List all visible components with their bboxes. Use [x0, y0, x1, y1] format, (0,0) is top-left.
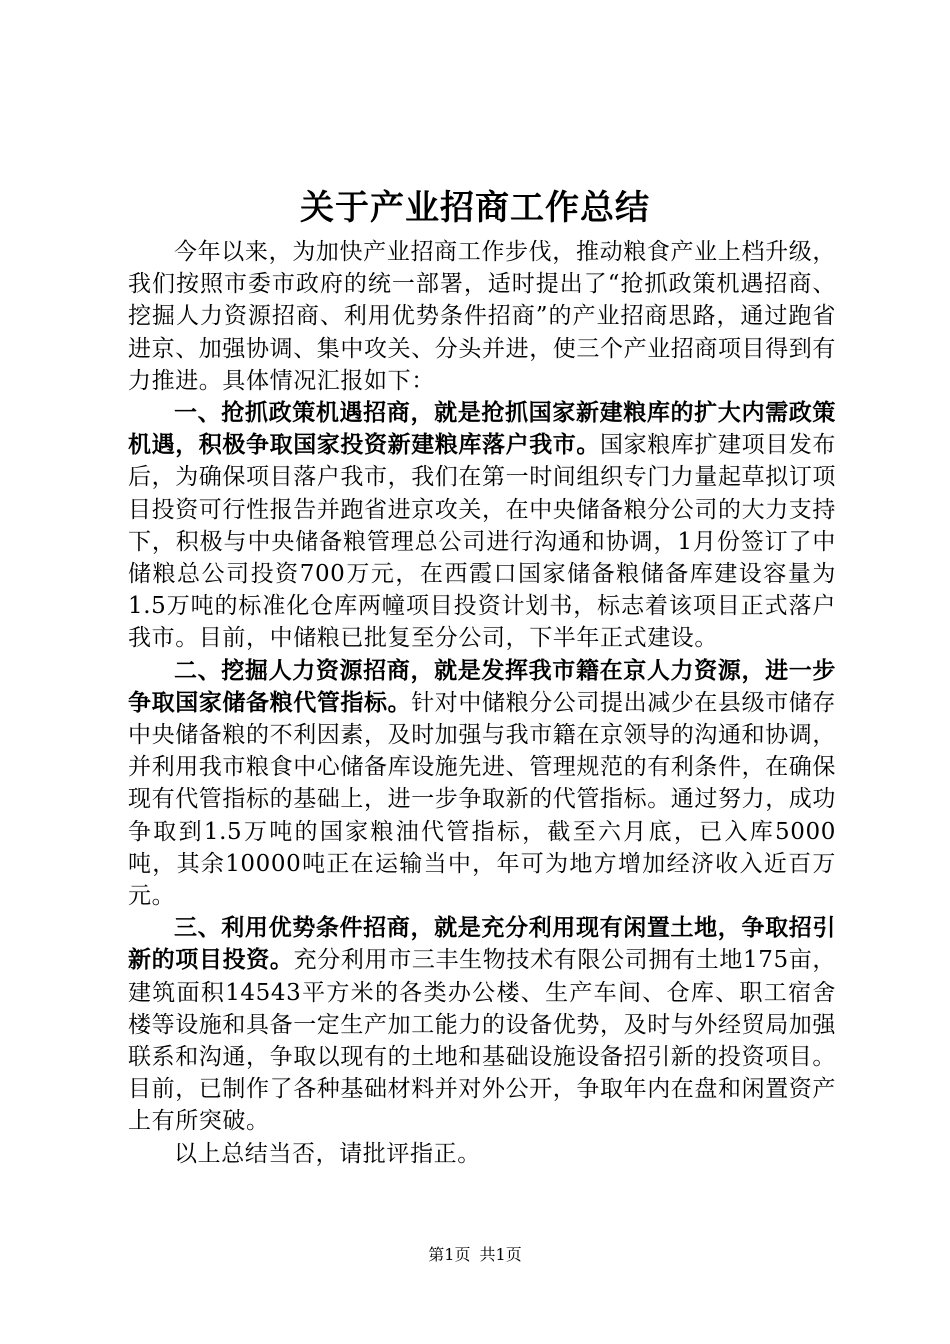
paragraph-section-2	[128, 655, 836, 913]
paragraph-lead: 一、抢抓政策机遇招商，就是抢抓国家新建粮库的扩大内需政策机遇，积极争取国家投资新建粮库落户我市。	[128, 399, 836, 459]
page-number: 第1页	[428, 1245, 471, 1264]
page-title: 关于产业招商工作总结	[300, 188, 650, 228]
paragraph-text: 针对中储粮分公司提出减少在县级市储存中央储备粮的不利因素，及时加强与我市籍在京领导的沟通和协调，并利用我市粮食中心储备库设施先进、管理规范的有利条件，在确保现有代管指标的基础上，进一步争取新的代管指标。通过努力，成功争取到1.5万吨的国家粮油代管指标，截至六月底，已入库5000吨，其余10000吨正在运输当中，年可为地方增加经济收入近百万元。	[128, 689, 837, 910]
page-total: 共1页	[479, 1245, 522, 1264]
paragraph-section-3	[128, 912, 836, 1137]
paragraph-text: 充分利用市三丰生物技术有限公司拥有土地175亩，建筑面积14543平方米的各类办公楼、生产车间、仓库、职工宿舍楼等设施和具备一定生产加工能力的设备优势，及时与外经贸局加强联系和沟通，争取以现有的土地和基础设施设备招引新的投资项目。目前，已制作了各种基础材料并对外公开，争取年内在盘和闲置资产上有所突破。	[128, 947, 836, 1135]
paragraph-closing	[128, 1138, 836, 1170]
paragraph-lead: 三、利用优势条件招商，就是充分利用现有闲置土地，争取招引新的项目投资。	[128, 914, 836, 974]
paragraph-text: 国家粮库扩建项目发布后，为确保项目落户我市，我们在第一时间组织专门力量起草拟订项目投资可行性报告并跑省进京攻关，在中央储备粮分公司的大力支持下，积极与中央储备粮管理总公司进行沟通和协调，1月份签订了中储粮总公司投资700万元，在西霞口国家储备粮储备库建设容量为1.5万吨的标准化仓库两幢项目投资计划书，标志着该项目正式落户我市。目前，中储粮已批复至分公司，下半年正式建设。	[128, 432, 836, 652]
paragraph-text: 以上总结当否，请批评指正。	[174, 1140, 481, 1167]
page-footer	[0, 1244, 950, 1266]
paragraph-lead: 二、挖掘人力资源招商，就是发挥我市籍在京人力资源，进一步争取国家储备粮代管指标。	[128, 656, 836, 716]
paragraph-text: 今年以来，为加快产业招商工作步伐，推动粮食产业上档升级，我们按照市委市政府的统一部署，适时提出了“抢抓政策机遇招商、挖掘人力资源招商、利用优势条件招商”的产业招商思路，通过跑省进京、加强协调、集中攻关、分头并进，使三个产业招商项目得到有力推进。具体情况汇报如下：	[128, 239, 836, 394]
paragraph-section-1	[128, 397, 836, 655]
paragraph-intro	[128, 236, 836, 397]
document-body	[128, 236, 836, 1170]
